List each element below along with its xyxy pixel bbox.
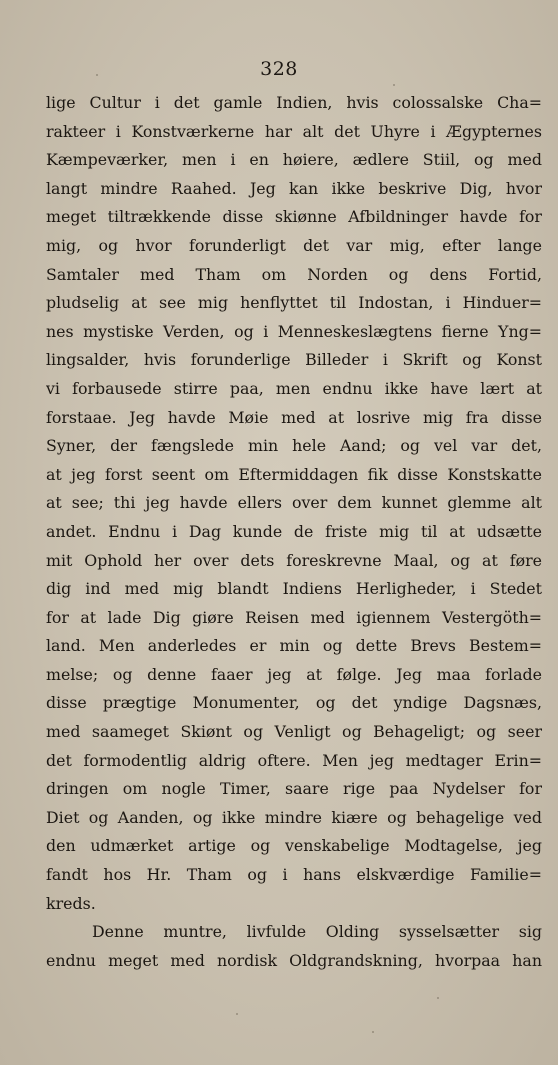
- text-line: langt mindre Raahed. Jeg kan ikke beskrive Dig, hvor: [46, 178, 542, 198]
- text-line: melse; og denne faaer jeg at følge. Jeg maa forlade: [46, 664, 542, 684]
- text-line: Diet og Aanden, og ikke mindre kiære og behagelige ved: [46, 807, 542, 827]
- text-line: fandt hos Hr. Tham og i hans elskværdige Familie=: [46, 865, 542, 885]
- text-line: den udmærket artige og venskabelige Modtagelse, jeg: [46, 836, 542, 856]
- text-line: andet. Endnu i Dag kunde de friste mig til at udsætte: [46, 521, 542, 541]
- text-line: meget tiltrækkende disse skiønne Afbildninger havde for: [46, 207, 542, 227]
- text-line: mit Ophold her over dets foreskrevne Maal, og at føre: [46, 550, 542, 570]
- text-line: lingsalder, hvis forunderlige Billeder i Skrift og Konst: [46, 350, 542, 370]
- text-line: det formodentlig aldrig oftere. Men jeg medtager Erin=: [46, 750, 542, 770]
- text-line: Kæmpeværker, men i en høiere, ædlere Stiil, og med: [46, 150, 542, 170]
- text-line: disse prægtige Monumenter, og det yndige Dagsnæs,: [46, 693, 542, 713]
- text-line: vi forbausede stirre paa, men endnu ikke have lært at: [46, 378, 542, 398]
- text-line: rakteer i Konstværkerne har alt det Uhyre i Ægypternes: [46, 121, 542, 141]
- text-line: endnu meget med nordisk Oldgrandskning, hvorpaa han: [46, 950, 542, 970]
- text-line: for at lade Dig giøre Reisen med igiennem Vestergöth=: [46, 607, 542, 627]
- page-number: 328: [260, 58, 298, 80]
- text-line: mig, og hvor forunderligt det var mig, efter lange: [46, 235, 542, 255]
- text-line: lige Cultur i det gamle Indien, hvis colossalske Cha=: [46, 93, 542, 112]
- paragraph-start-line: Denne muntre, livfulde Olding sysselsætter sig: [92, 922, 542, 942]
- text-line: dringen om nogle Timer, saare rige paa Nydelser for: [46, 779, 542, 799]
- text-line: med saameget Skiønt og Venligt og Behageligt; og seer: [46, 722, 542, 742]
- text-line: pludselig at see mig henflyttet til Indostan, i Hinduer=: [46, 293, 542, 313]
- text-line: forstaae. Jeg havde Møie med at losrive mig fra disse: [46, 407, 542, 427]
- text-line: land. Men anderledes er min og dette Brevs Bestem=: [46, 636, 542, 656]
- text-line: nes mystiske Verden, og i Menneskeslægtens fierne Yng=: [46, 321, 542, 341]
- text-line: Samtaler med Tham om Norden og dens Fortid,: [46, 264, 542, 284]
- body-text: [46, 89, 542, 975]
- text-line: dig ind med mig blandt Indiens Herligheder, i Stedet: [46, 579, 542, 599]
- text-line: Syner, der fængslede min hele Aand; og vel var det,: [46, 436, 542, 456]
- text-line: at jeg forst seent om Eftermiddagen fik disse Konstskatte: [46, 464, 542, 484]
- paragraph-end-line: kreds.: [46, 893, 96, 913]
- text-line: at see; thi jeg havde ellers over dem kunnet glemme alt: [46, 493, 542, 513]
